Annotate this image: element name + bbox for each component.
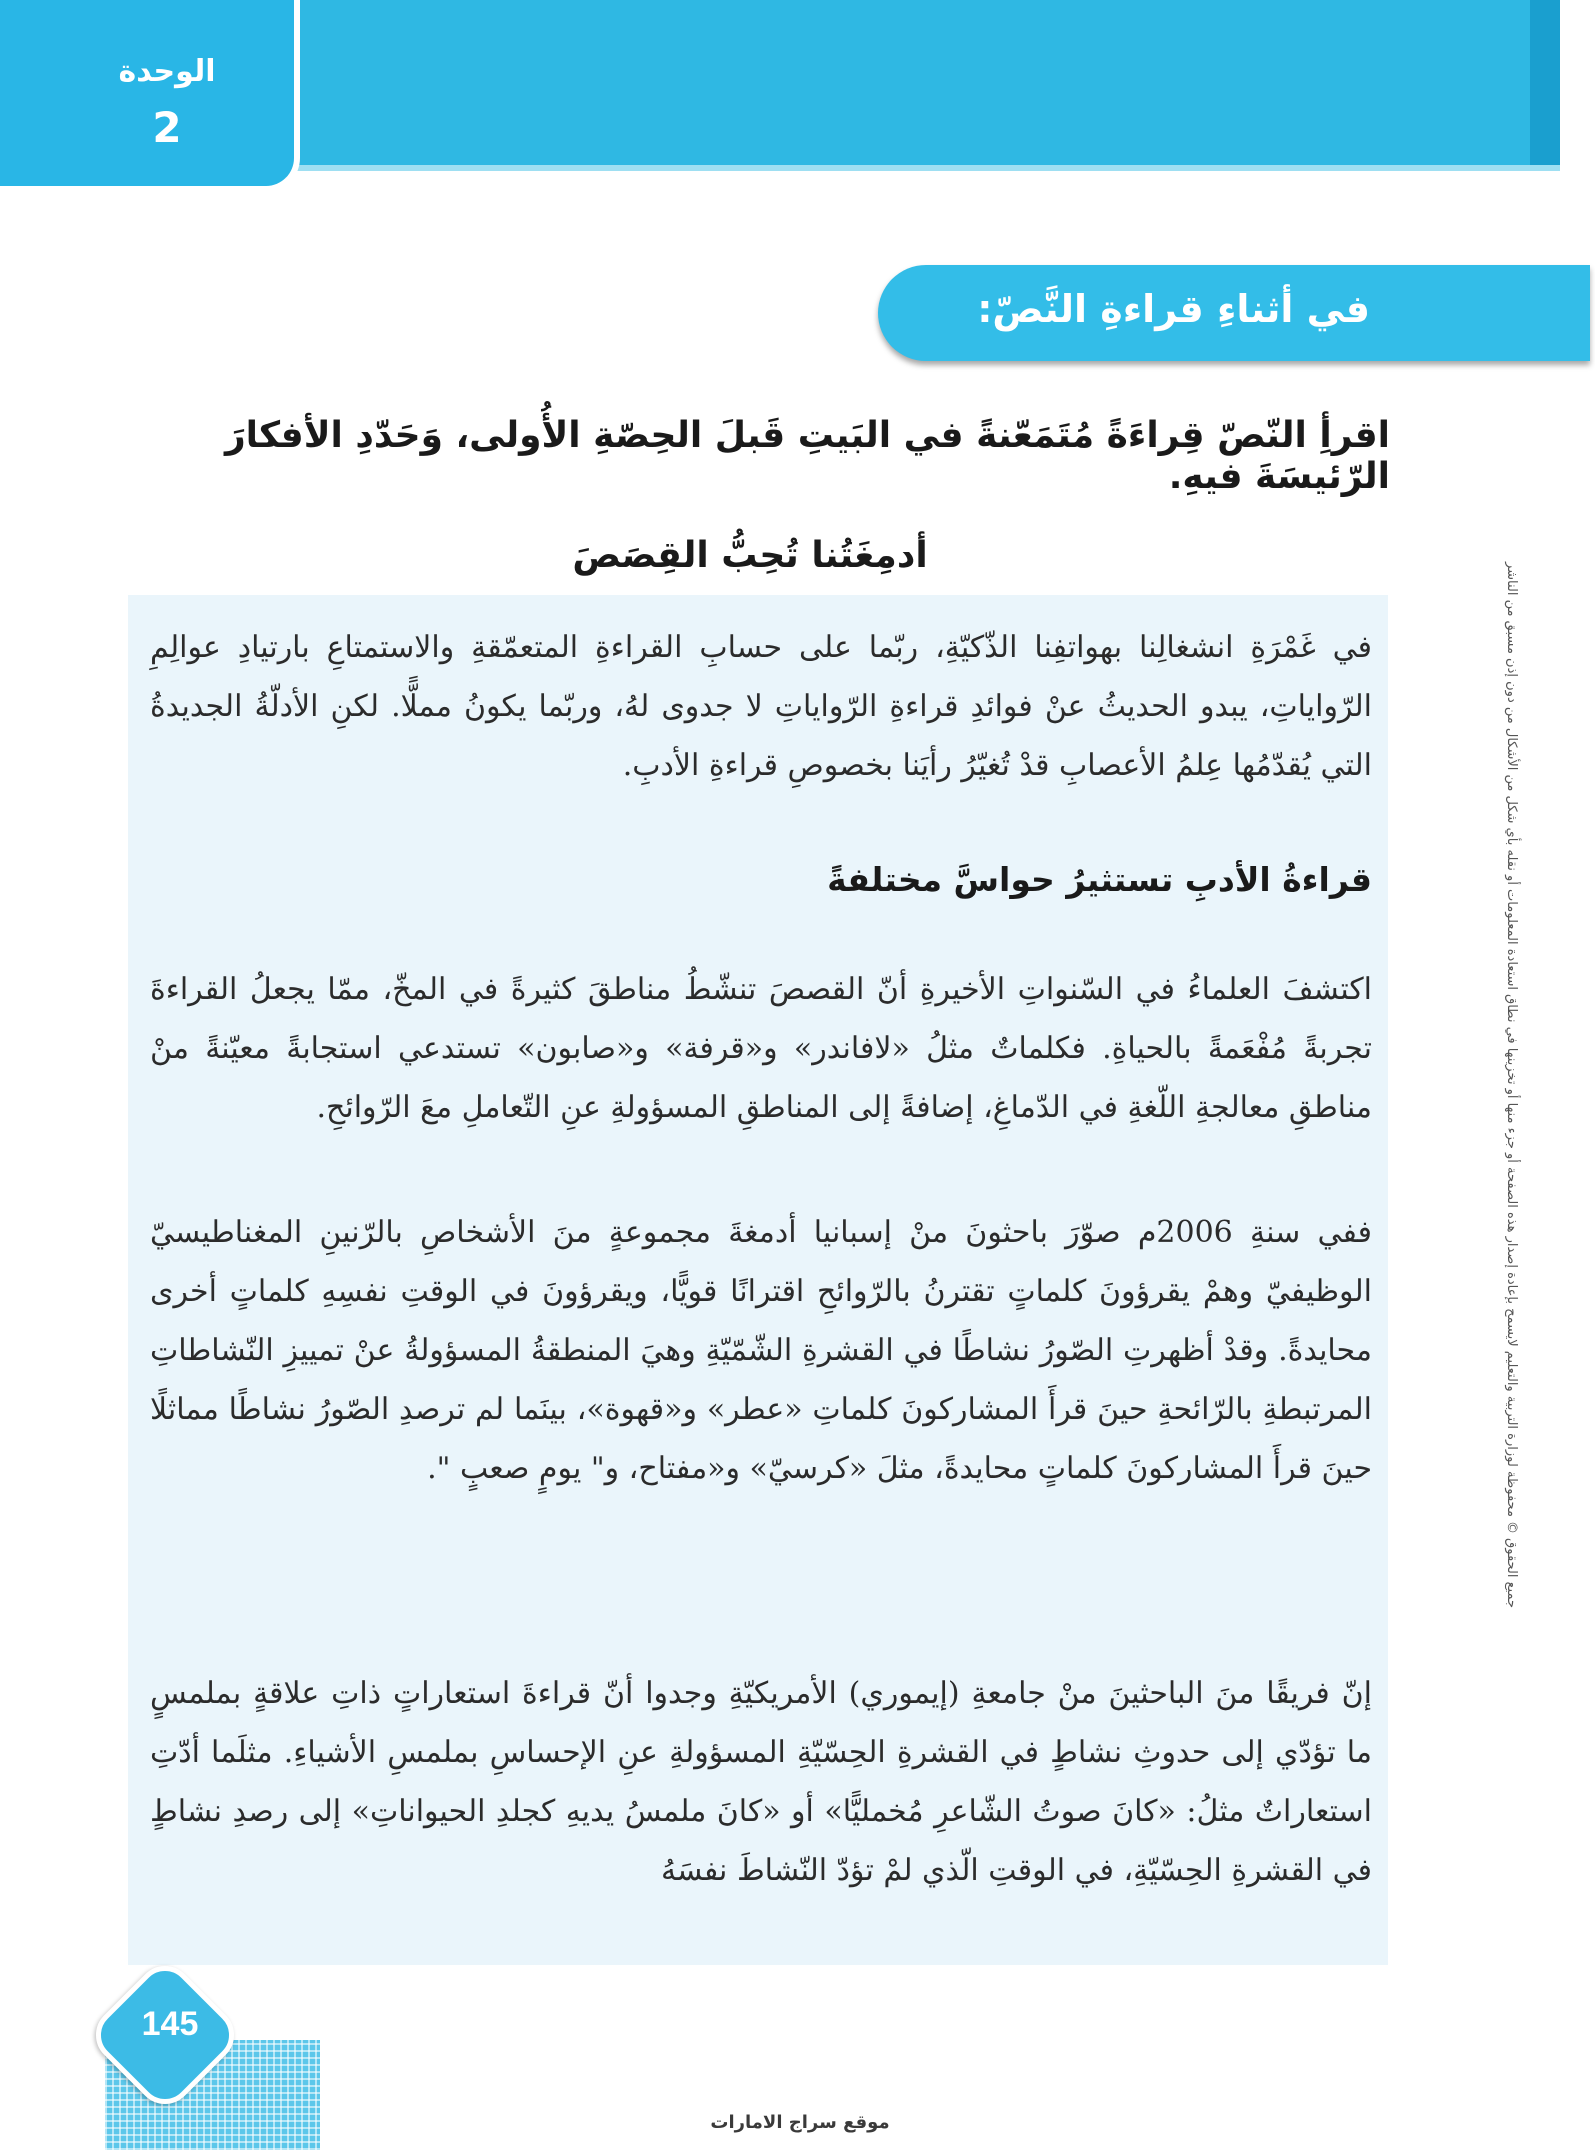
sub-heading: قراءةُ الأدبِ تستثيرُ حواسَّ مختلفةً xyxy=(827,860,1372,899)
paragraph-2: ففي سنةِ 2006م صوّرَ باحثونَ منْ إسبانيا أدمغةَ مجموعةٍ منَ الأشخاصِ بالرّنينِ المغناطيسيّ الوظيفيّ وهمْ يقرؤونَ كلماتٍ تقترنُ بالرّوائحِ اقترانًا قويًّا، ويقرؤونَ في الوقتِ نفسِهِ كلماتٍ أخرى محايدةً. وقدْ أظهرتِ الصّورُ نشاطًا في القشرةِ الشّمّيّةِ وهيَ المنطقةُ المسؤولةُ عنْ تمييزِ النّشاطاتِ المرتبطةِ بالرّائحةِ حينَ قرأَ المشاركونَ كلماتِ «عطر» و«قهوة»، بينَما لم ترصدِ الصّورُ نشاطًا مماثلًا حينَ قرأَ المشاركونَ كلماتٍ محايدةً، مثلَ «كرسيّ» و«مفتاح، و" يومٍ صعبٍ ". xyxy=(150,1215,1372,1486)
intro-paragraph: في غَمْرَةِ انشغالِنا بهواتفِنا الذّكيّةِ، ربّما على حسابِ القراءةِ المتعمّقةِ والاستمتاعِ بارتيادِ عوالِمِ الرّواياتِ، يبدو الحديثُ عنْ فوائدِ قراءةِ الرّواياتِ لا جدوى لهُ، وربّما يكونُ مملًّا. لكنِ الأدلّةُ الجديدةُ التي يُقدّمُها عِلمُ الأعصابِ قدْ تُغيّرُ رأيَنا بخصوصِ قراءةِ الأدبِ. xyxy=(150,630,1372,783)
article-title: أدمِغَتُنا تُحِبُّ القِصَصَ xyxy=(572,535,928,576)
footer-site-name: موقع سراج الامارات xyxy=(710,2112,890,2133)
paragraph-3: إنّ فريقًا منَ الباحثينَ منْ جامعةِ (إيموري) الأمريكيّةِ وجدوا أنّ قراءةَ استعاراتٍ ذاتِ علاقةٍ بملمسٍ ما تؤدّي إلى حدوثِ نشاطٍ في القشرةِ الحِسّيّةِ المسؤولةِ عنِ الإحساسِ بملمسِ الأشياءِ. مثلَما أدّتِ استعاراتٌ مثلُ: «كانَ صوتُ الشّاعرِ مُخمليًّا» أو «كانَ ملمسُ يديهِ كجلدِ الحيواناتِ» إلى رصدِ نشاطٍ في القشرةِ الحِسّيّةِ، في الوقتِ الّذي لمْ تؤدّ النّشاطَ نفسَهُ xyxy=(150,1676,1372,1888)
unit-label: الوحدة xyxy=(118,54,216,89)
page-number: 145 xyxy=(141,2005,199,2043)
section-title: في أثناءِ قراءةِ النَّصّ: xyxy=(878,265,1590,361)
copyright-notice: جميع الحقوق © محفوظة لوزارة التربية والتعليم لايسمح بإعادة إصدار هذه الصفحة أو جزء منها أو تخزينها في نطاق استعادة المعلومات أو نقله بأي شكل من الأشكال من دون إذن مسبق من الناشر xyxy=(1504,561,1519,1609)
paragraph-1: اكتشفَ العلماءُ في السّنواتِ الأخيرةِ أنّ القصصَ تنشّطُ مناطقَ كثيرةً في المخّ، ممّا يجعلُ القراءةَ تجربةً مُفْعَمةً بالحياةِ. فكلماتٌ مثلُ «لافاندر» و«قرفة» و«صابون» تستدعي استجابةً معيّنةً منْ مناطقِ معالجةِ اللّغةِ في الدّماغِ، إضافةً إلى المناطقِ المسؤولةِ عنِ التّعاملِ معَ الرّوائحِ. xyxy=(150,972,1372,1125)
instruction-text: اقرأِ النّصّ قِراءَةً مُتَمَعّنةً في البَيتِ قَبلَ الحِصّةِ الأُولى، وَحَدّدِ الأفكارَ الرّئيسَةَ فيهِ. xyxy=(224,415,1390,497)
unit-number: 2 xyxy=(152,103,182,152)
unit-badge xyxy=(0,0,300,192)
